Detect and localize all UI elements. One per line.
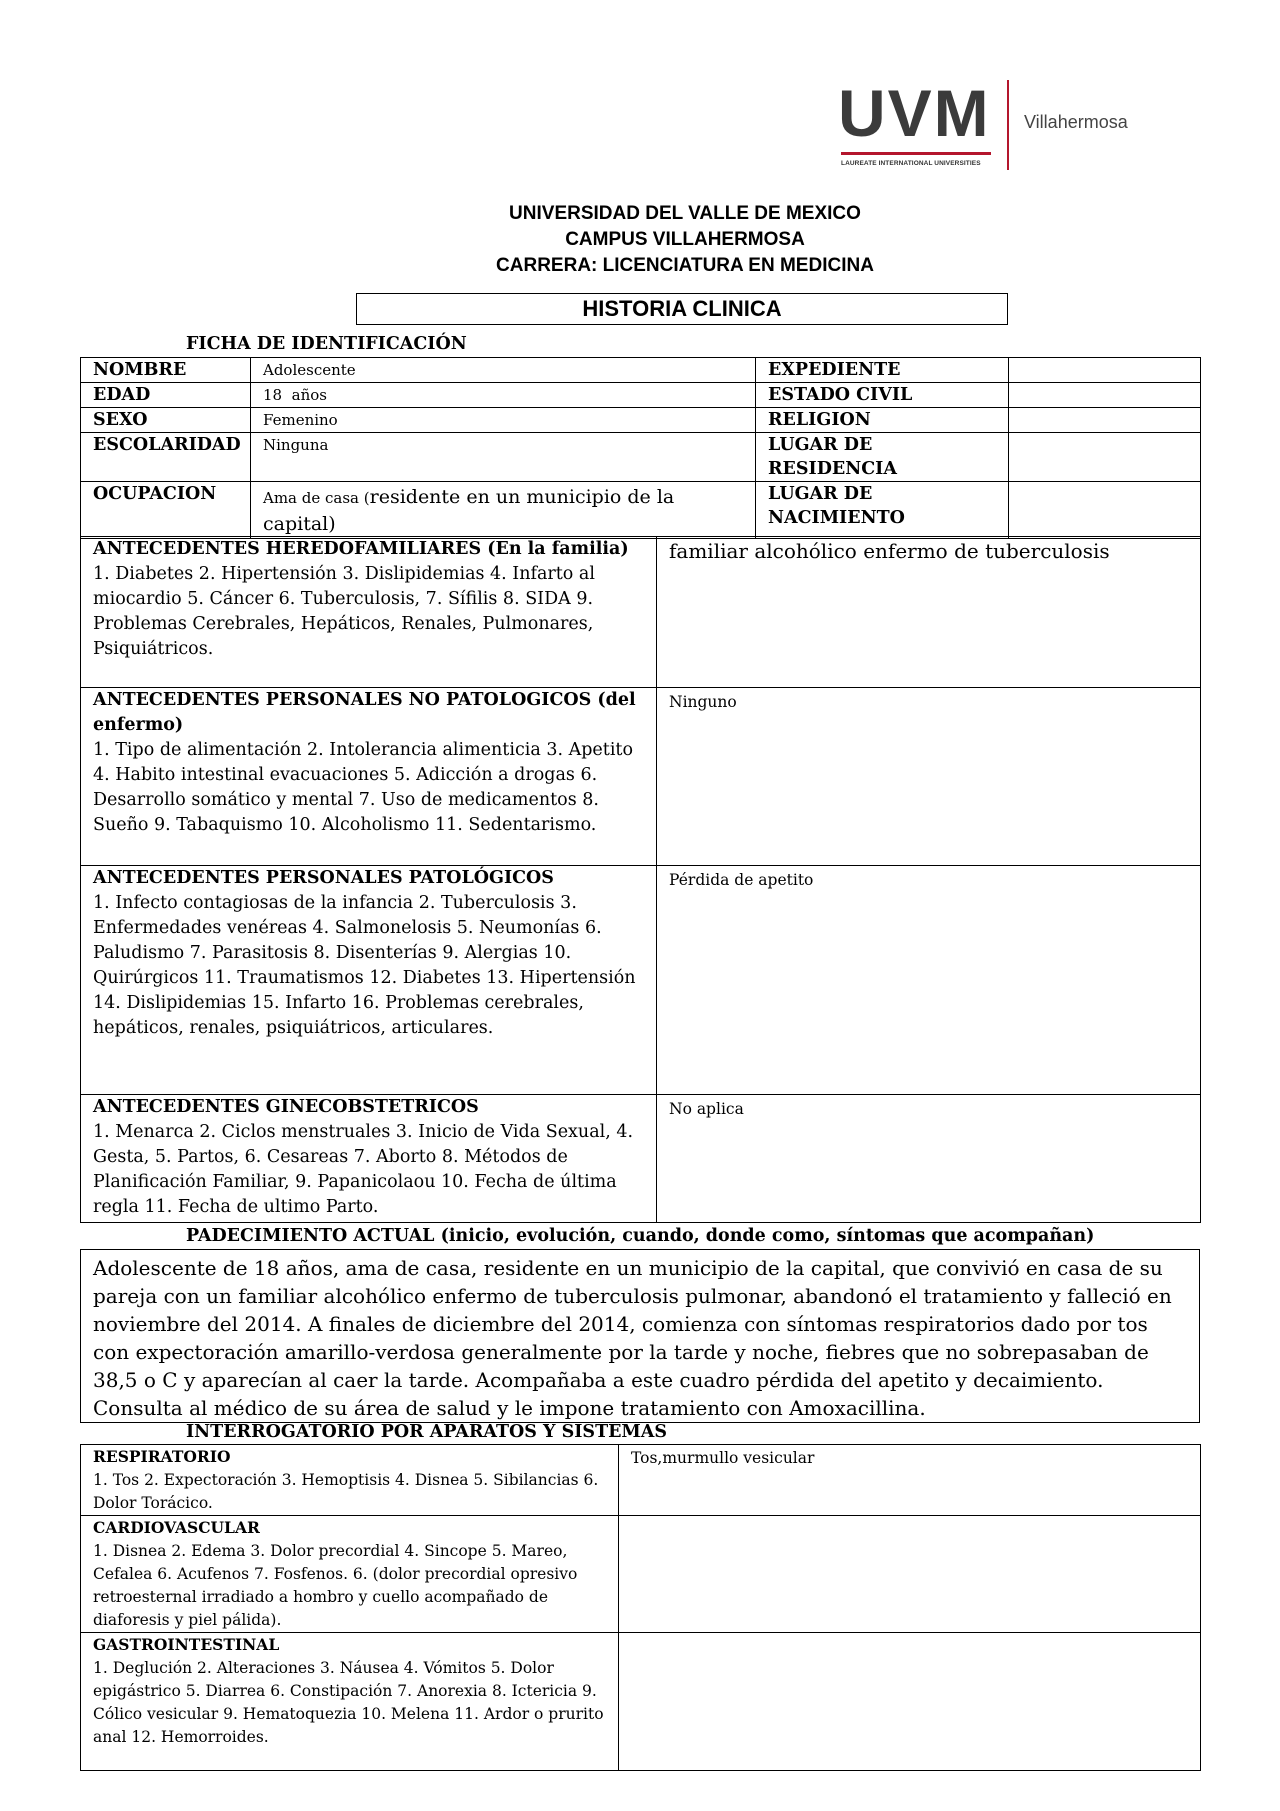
system-options: 1. Disnea 2. Edema 3. Dolor precordial 4. Sincope 5. Mareo, Cefalea 6. Acufenos 7. Fosfenos. 6. (dolor precordial opresivo retroesternal irradiado a hombro y cuello acompañado de diaforesis y piel pálida).: [93, 1542, 578, 1629]
field-label: OCUPACION: [81, 482, 251, 539]
system-answer: Tos,murmullo vesicular: [619, 1445, 1201, 1516]
table-row: [81, 433, 1201, 482]
interrogatorio-heading: INTERROGATORIO POR APARATOS Y SISTEMAS: [186, 1422, 668, 1442]
antecedent-title: ANTECEDENTES PERSONALES NO PATOLOGICOS (del enfermo): [93, 690, 636, 735]
table-row: [81, 537, 1201, 688]
field-value: Adolescente: [251, 358, 756, 383]
antecedent-answer: familiar alcohólico enfermo de tuberculosis: [657, 537, 1201, 688]
system-title: GASTROINTESTINAL: [93, 1635, 280, 1654]
system-description: [81, 1516, 619, 1633]
system-options: 1. Deglución 2. Alteraciones 3. Náusea 4. Vómitos 5. Dolor epigástrico 5. Diarrea 6. Constipación 7. Anorexia 8. Ictericia 9. Cólico vesicular 9. Hematoquezia 10. Melena 11. Ardor o prurito anal 12. Hemorroides.: [93, 1659, 604, 1746]
table-row: [81, 482, 1201, 539]
antecedent-answer: Ninguno: [657, 688, 1201, 866]
antecedent-answer: No aplica: [657, 1095, 1201, 1223]
antecedent-options: 1. Menarca 2. Ciclos menstruales 3. Inicio de Vida Sexual, 4. Gesta, 5. Partos, 6. Cesareas 7. Aborto 8. Métodos de Planificación Familiar, 9. Papanicolaou 10. Fecha de última regla 11. Fecha de ultimo Parto.: [93, 1122, 634, 1217]
system-answer: [619, 1516, 1201, 1633]
logo-divider: [1007, 80, 1009, 170]
field-label: RELIGION: [756, 408, 1009, 433]
field-label: ESCOLARIDAD: [81, 433, 251, 482]
table-row: [81, 1445, 1201, 1516]
occupation-detail: residente en un municipio de la capital): [263, 486, 675, 535]
interrogatorio-table: [80, 1444, 1201, 1771]
ficha-heading: FICHA DE IDENTIFICACIÓN: [186, 334, 467, 354]
table-row: [81, 688, 1201, 866]
logo-tagline: LAUREATE INTERNATIONAL UNIVERSITIES: [841, 160, 981, 167]
antecedent-title: ANTECEDENTES PERSONALES PATOLÓGICOS: [93, 868, 554, 888]
antecedent-title: ANTECEDENTES GINECOBSTETRICOS: [93, 1097, 479, 1117]
antecedent-options: 1. Diabetes 2. Hipertensión 3. Dislipidemias 4. Infarto al miocardio 5. Cáncer 6. Tuberculosis, 7. Sífilis 8. SIDA 9. Problemas Cerebrales, Hepáticos, Renales, Pulmonares, Psiquiátricos.: [93, 564, 595, 659]
table-row: [81, 1095, 1201, 1223]
system-options: 1. Tos 2. Expectoración 3. Hemoptisis 4. Disnea 5. Sibilancias 6. Dolor Torácico.: [93, 1471, 599, 1512]
system-description: [81, 1445, 619, 1516]
table-row: [81, 1516, 1201, 1633]
field-label: LUGAR DE NACIMIENTO: [756, 482, 1009, 539]
field-value: Femenino: [251, 408, 756, 433]
antecedent-description: [81, 866, 657, 1095]
antecedent-options: 1. Tipo de alimentación 2. Intolerancia alimenticia 3. Apetito 4. Habito intestinal evacuaciones 5. Adicción a drogas 6. Desarrollo somático y mental 7. Uso de medicamentos 8. Sueño 9. Tabaquismo 10. Alcoholismo 11. Sedentarismo.: [93, 740, 633, 835]
field-label: ESTADO CIVIL: [756, 383, 1009, 408]
table-row: [81, 866, 1201, 1095]
table-row: [81, 1250, 1200, 1423]
campus-name: CAMPUS VILLAHERMOSA: [565, 229, 805, 250]
field-label: LUGAR DE RESIDENCIA: [756, 433, 1009, 482]
antecedent-title: ANTECEDENTES HEREDOFAMILIARES (En la familia): [93, 539, 629, 559]
field-value: [251, 482, 756, 539]
logo-underline: [841, 152, 991, 155]
field-label: EXPEDIENTE: [756, 358, 1009, 383]
field-label: NOMBRE: [81, 358, 251, 383]
career-name: CARRERA: LICENCIATURA EN MEDICINA: [496, 255, 874, 276]
antecedent-description: [81, 537, 657, 688]
field-label: EDAD: [81, 383, 251, 408]
padecimiento-heading: PADECIMIENTO ACTUAL (inicio, evolución, cuando, donde como, síntomas que acompañan): [186, 1226, 1095, 1246]
page-title: HISTORIA CLINICA: [356, 293, 1008, 325]
field-value: 18 años: [251, 383, 756, 408]
antecedentes-table: [80, 536, 1201, 1223]
field-value: [1009, 358, 1201, 383]
field-value: [1009, 433, 1201, 482]
logo-brand: UVM: [838, 76, 991, 150]
antecedent-description: [81, 1095, 657, 1223]
system-title: RESPIRATORIO: [93, 1447, 231, 1466]
identification-table: [80, 357, 1201, 539]
field-value: Ninguna: [251, 433, 756, 482]
padecimiento-text: Adolescente de 18 años, ama de casa, residente en un municipio de la capital, que convivió en casa de su pareja con un familiar alcohólico enfermo de tuberculosis pulmonar, abandonó el tratamiento y falleció en noviembre del 2014. A finales de diciembre del 2014, comienza con síntomas respiratorios dado por tos con expectoración amarillo-verdosa generalmente por la tarde y noche, fiebres que no sobrepasaban de 38,5 o C y aparecían al caer la tarde. Acompañaba a este cuadro pérdida del apetito y decaimiento. Consulta al médico de su área de salud y le impone tratamiento con Amoxacillina.: [81, 1250, 1200, 1423]
logo-campus: Villahermosa: [1024, 112, 1128, 132]
field-label: SEXO: [81, 408, 251, 433]
table-row: [81, 383, 1201, 408]
system-answer: [619, 1633, 1201, 1771]
padecimiento-table: [80, 1249, 1200, 1423]
field-value: [1009, 408, 1201, 433]
uvm-logo: [838, 76, 1138, 176]
table-row: [81, 1633, 1201, 1771]
occupation-value: Ama de casa (: [263, 489, 370, 507]
antecedent-options: 1. Infecto contagiosas de la infancia 2. Tuberculosis 3. Enfermedades venéreas 4. Salmonelosis 5. Neumonías 6. Paludismo 7. Parasitosis 8. Disenterías 9. Alergias 10. Quirúrgicos 11. Traumatismos 12. Diabetes 13. Hipertensión 14. Dislipidemias 15. Infarto 16. Problemas cerebrales, hepáticos, renales, psiquiátricos, articulares.: [93, 893, 636, 1038]
table-row: [81, 408, 1201, 433]
university-name: UNIVERSIDAD DEL VALLE DE MEXICO: [509, 203, 861, 224]
antecedent-answer: Pérdida de apetito: [657, 866, 1201, 1095]
system-description: [81, 1633, 619, 1771]
field-value: [1009, 482, 1201, 539]
field-value: [1009, 383, 1201, 408]
antecedent-description: [81, 688, 657, 866]
system-title: CARDIOVASCULAR: [93, 1518, 260, 1537]
table-row: [81, 358, 1201, 383]
